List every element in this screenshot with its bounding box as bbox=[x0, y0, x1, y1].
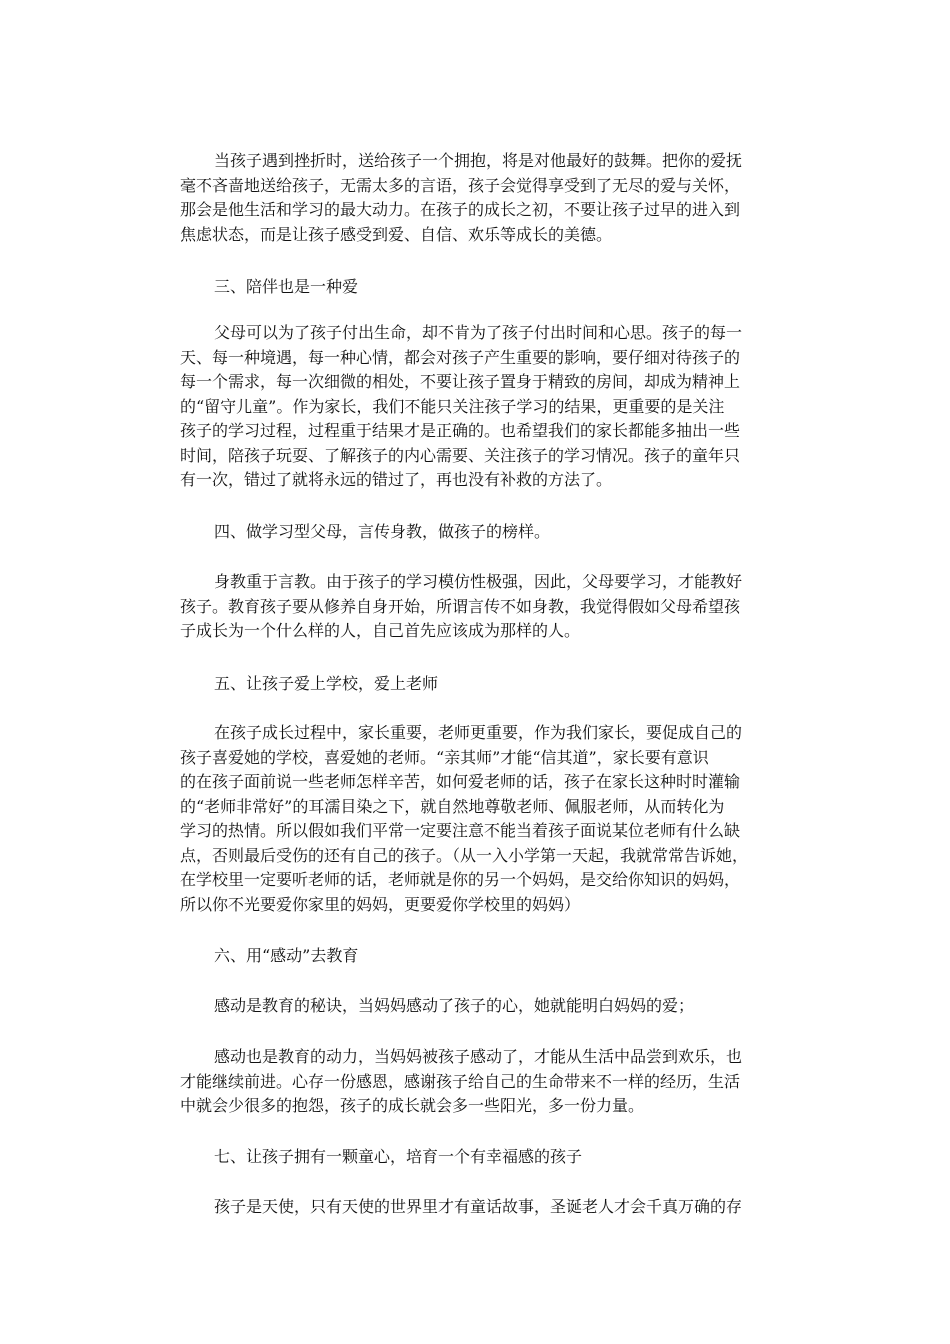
body-paragraph bbox=[180, 994, 780, 1019]
paragraph-line: 孩子喜爱她的学校，喜爱她的老师。“亲其师”才能“信其道”，家长要有意识 bbox=[180, 747, 709, 767]
paragraph-line: 时间，陪孩子玩耍、了解孩子的内心需要、关注孩子的学习情况。孩子的童年只 bbox=[180, 445, 741, 465]
section-heading bbox=[180, 944, 780, 969]
paragraph-line: 在学校里一定要听老师的话，老师就是你的另一个妈妈，是交给你知识的妈妈， bbox=[180, 870, 741, 889]
paragraph-line: 学习的热情。所以假如我们平常一定要注意不能当着孩子面说某位老师有什么缺 bbox=[180, 821, 741, 840]
paragraph-line: 在孩子成长过程中，家长重要，老师更重要，作为我们家长，要促成自己的 bbox=[214, 723, 743, 742]
section-heading bbox=[180, 520, 780, 545]
paragraph-line: 所以你不光要爱你家里的妈妈，更要爱你学校里的妈妈） bbox=[180, 894, 581, 914]
paragraph-line: 天、每一种境遇，每一种心情，都会对孩子产生重要的影响，要仔细对待孩子的 bbox=[180, 347, 741, 367]
paragraph-line: 毫不吝啬地送给孩子，无需太多的言语，孩子会觉得享受到了无尽的爱与关怀， bbox=[180, 175, 741, 195]
heading-text: 四、做学习型父母，言传身教，做孩子的榜样。 bbox=[214, 522, 551, 541]
section-heading bbox=[180, 672, 780, 697]
paragraph-line: 孩子是天使，只有天使的世界里才有童话故事，圣诞老人才会千真万确的存 bbox=[214, 1197, 743, 1216]
paragraph-line: 父母可以为了孩子付出生命，却不肯为了孩子付出时间和心思。孩子的每一 bbox=[214, 323, 743, 342]
body-paragraph bbox=[180, 570, 780, 644]
paragraph-line: 感动也是教育的动力，当妈妈被孩子感动了，才能从生活中品尝到欢乐，也 bbox=[214, 1047, 743, 1066]
paragraph-line: 的“老师非常好”的耳濡目染之下，就自然地尊敬老师、佩服老师，从而转化为 bbox=[180, 796, 725, 816]
paragraph-line: 中就会少很多的抱怨，孩子的成长就会多一些阳光，多一份力量。 bbox=[180, 1096, 645, 1115]
paragraph-line: 点，否则最后受伤的还有自己的孩子。（从一入小学第一天起，我就常常告诉她， bbox=[180, 845, 749, 865]
paragraph-line: 那会是他生活和学习的最大动力。在孩子的成长之初，不要让孩子过早的进入到 bbox=[180, 200, 741, 219]
paragraph-line: 身教重于言教。由于孩子的学习模仿性极强，因此，父母要学习，才能教好 bbox=[214, 572, 743, 591]
paragraph-line: 子成长为一个什么样的人，自己首先应该成为那样的人。 bbox=[180, 621, 581, 640]
paragraph-line: 有一次，错过了就将永远的错过了，再也没有补救的方法了。 bbox=[180, 470, 613, 489]
paragraph-line: 的在孩子面前说一些老师怎样辛苦，如何爱老师的话，孩子在家长这种时时灌输 bbox=[180, 772, 741, 791]
heading-text: 五、让孩子爱上学校，爱上老师 bbox=[214, 674, 439, 693]
paragraph-line: 的“留守儿童”。作为家长，我们不能只关注孩子学习的结果，更重要的是关注 bbox=[180, 396, 725, 416]
paragraph-line: 焦虑状态，而是让孩子感受到爱、自信、欢乐等成长的美德。 bbox=[180, 224, 613, 244]
paragraph-line: 孩子。教育孩子要从修养自身开始，所谓言传不如身教，我觉得假如父母希望孩 bbox=[180, 596, 741, 616]
paragraph-line: 当孩子遇到挫折时，送给孩子一个拥抱，将是对他最好的鼓舞。把你的爱抚 bbox=[214, 151, 743, 170]
heading-text: 六、用“感动”去教育 bbox=[214, 946, 359, 965]
heading-text: 三、陪伴也是一种爱 bbox=[214, 277, 359, 296]
body-paragraph bbox=[180, 321, 780, 493]
section-heading bbox=[180, 275, 780, 300]
paragraph-line: 每一个需求，每一次细微的相处，不要让孩子置身于精致的房间，却成为精神上 bbox=[180, 372, 741, 391]
paragraph-line: 感动是教育的秘诀，当妈妈感动了孩子的心，她就能明白妈妈的爱； bbox=[214, 996, 695, 1015]
body-paragraph bbox=[180, 721, 780, 917]
section-heading bbox=[180, 1145, 780, 1170]
heading-text: 七、让孩子拥有一颗童心，培育一个有幸福感的孩子 bbox=[214, 1147, 583, 1166]
paragraph-line: 才能继续前进。心存一份感恩，感谢孩子给自己的生命带来不一样的经历，生活 bbox=[180, 1071, 741, 1091]
body-paragraph bbox=[180, 1195, 780, 1220]
body-paragraph bbox=[180, 149, 780, 247]
paragraph-line: 孩子的学习过程，过程重于结果才是正确的。也希望我们的家长都能多抽出一些 bbox=[180, 421, 741, 440]
body-paragraph bbox=[180, 1045, 780, 1119]
